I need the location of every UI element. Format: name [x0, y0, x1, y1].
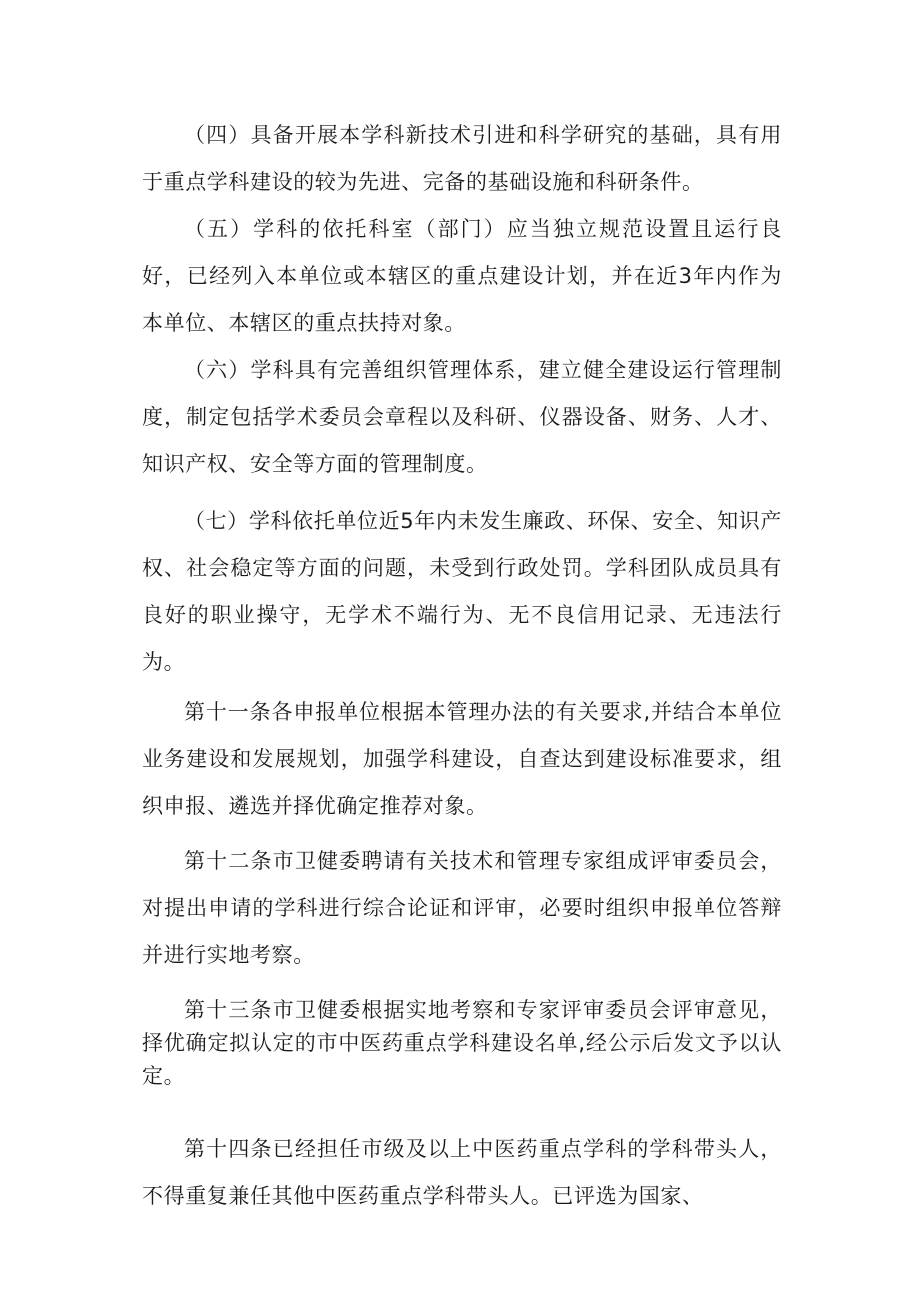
article-12: 第十二条市卫健委聘请有关技术和管理专家组成评审委员会，对提出申请的学科进行综合论证和评审，必要时组织申报单位答辩并进行实地考察。 — [142, 849, 782, 967]
paragraph-item-6: （六）学科具有完善组织管理体系，建立健全建设运行管理制度，制定包括学术委员会章程以及科研、仪器设备、财务、人才、知识产权、安全等方面的管理制度。 — [142, 358, 782, 476]
paragraph-item-5: （五）学科的依托科室（部门）应当独立规范设置且运行良好，已经列入本单位或本辖区的重点建设计划，并在近3年内作为本单位、本辖区的重点扶持对象。 — [142, 217, 782, 335]
article-11: 第十一条各申报单位根据本管理办法的有关要求,并结合本单位业务建设和发展规划，加强学科建设，自查达到建设标准要求，组织申报、遴选并择优确定推荐对象。 — [142, 700, 782, 818]
article-13: 第十三条市卫健委根据实地考察和专家评审委员会评审意见，择优确定拟认定的市中医药重点学科建设名单,经公示后发文予以认定。 — [142, 998, 782, 1088]
paragraph-item-4: （四）具备开展本学科新技术引进和科学研究的基础，具有用于重点学科建设的较为先进、完备的基础设施和科研条件。 — [142, 123, 782, 194]
paragraph-item-7: （七）学科依托单位近5年内未发生廉政、环保、安全、知识产权、社会稳定等方面的问题，未受到行政处罚。学科团队成员具有良好的职业操守，无学术不端行为、无不良信用记录、无违法行为。 — [142, 509, 782, 674]
article-14: 第十四条已经担任市级及以上中医药重点学科的学科带头人，不得重复兼任其他中医药重点学科带头人。已评选为国家、 — [142, 1137, 782, 1208]
